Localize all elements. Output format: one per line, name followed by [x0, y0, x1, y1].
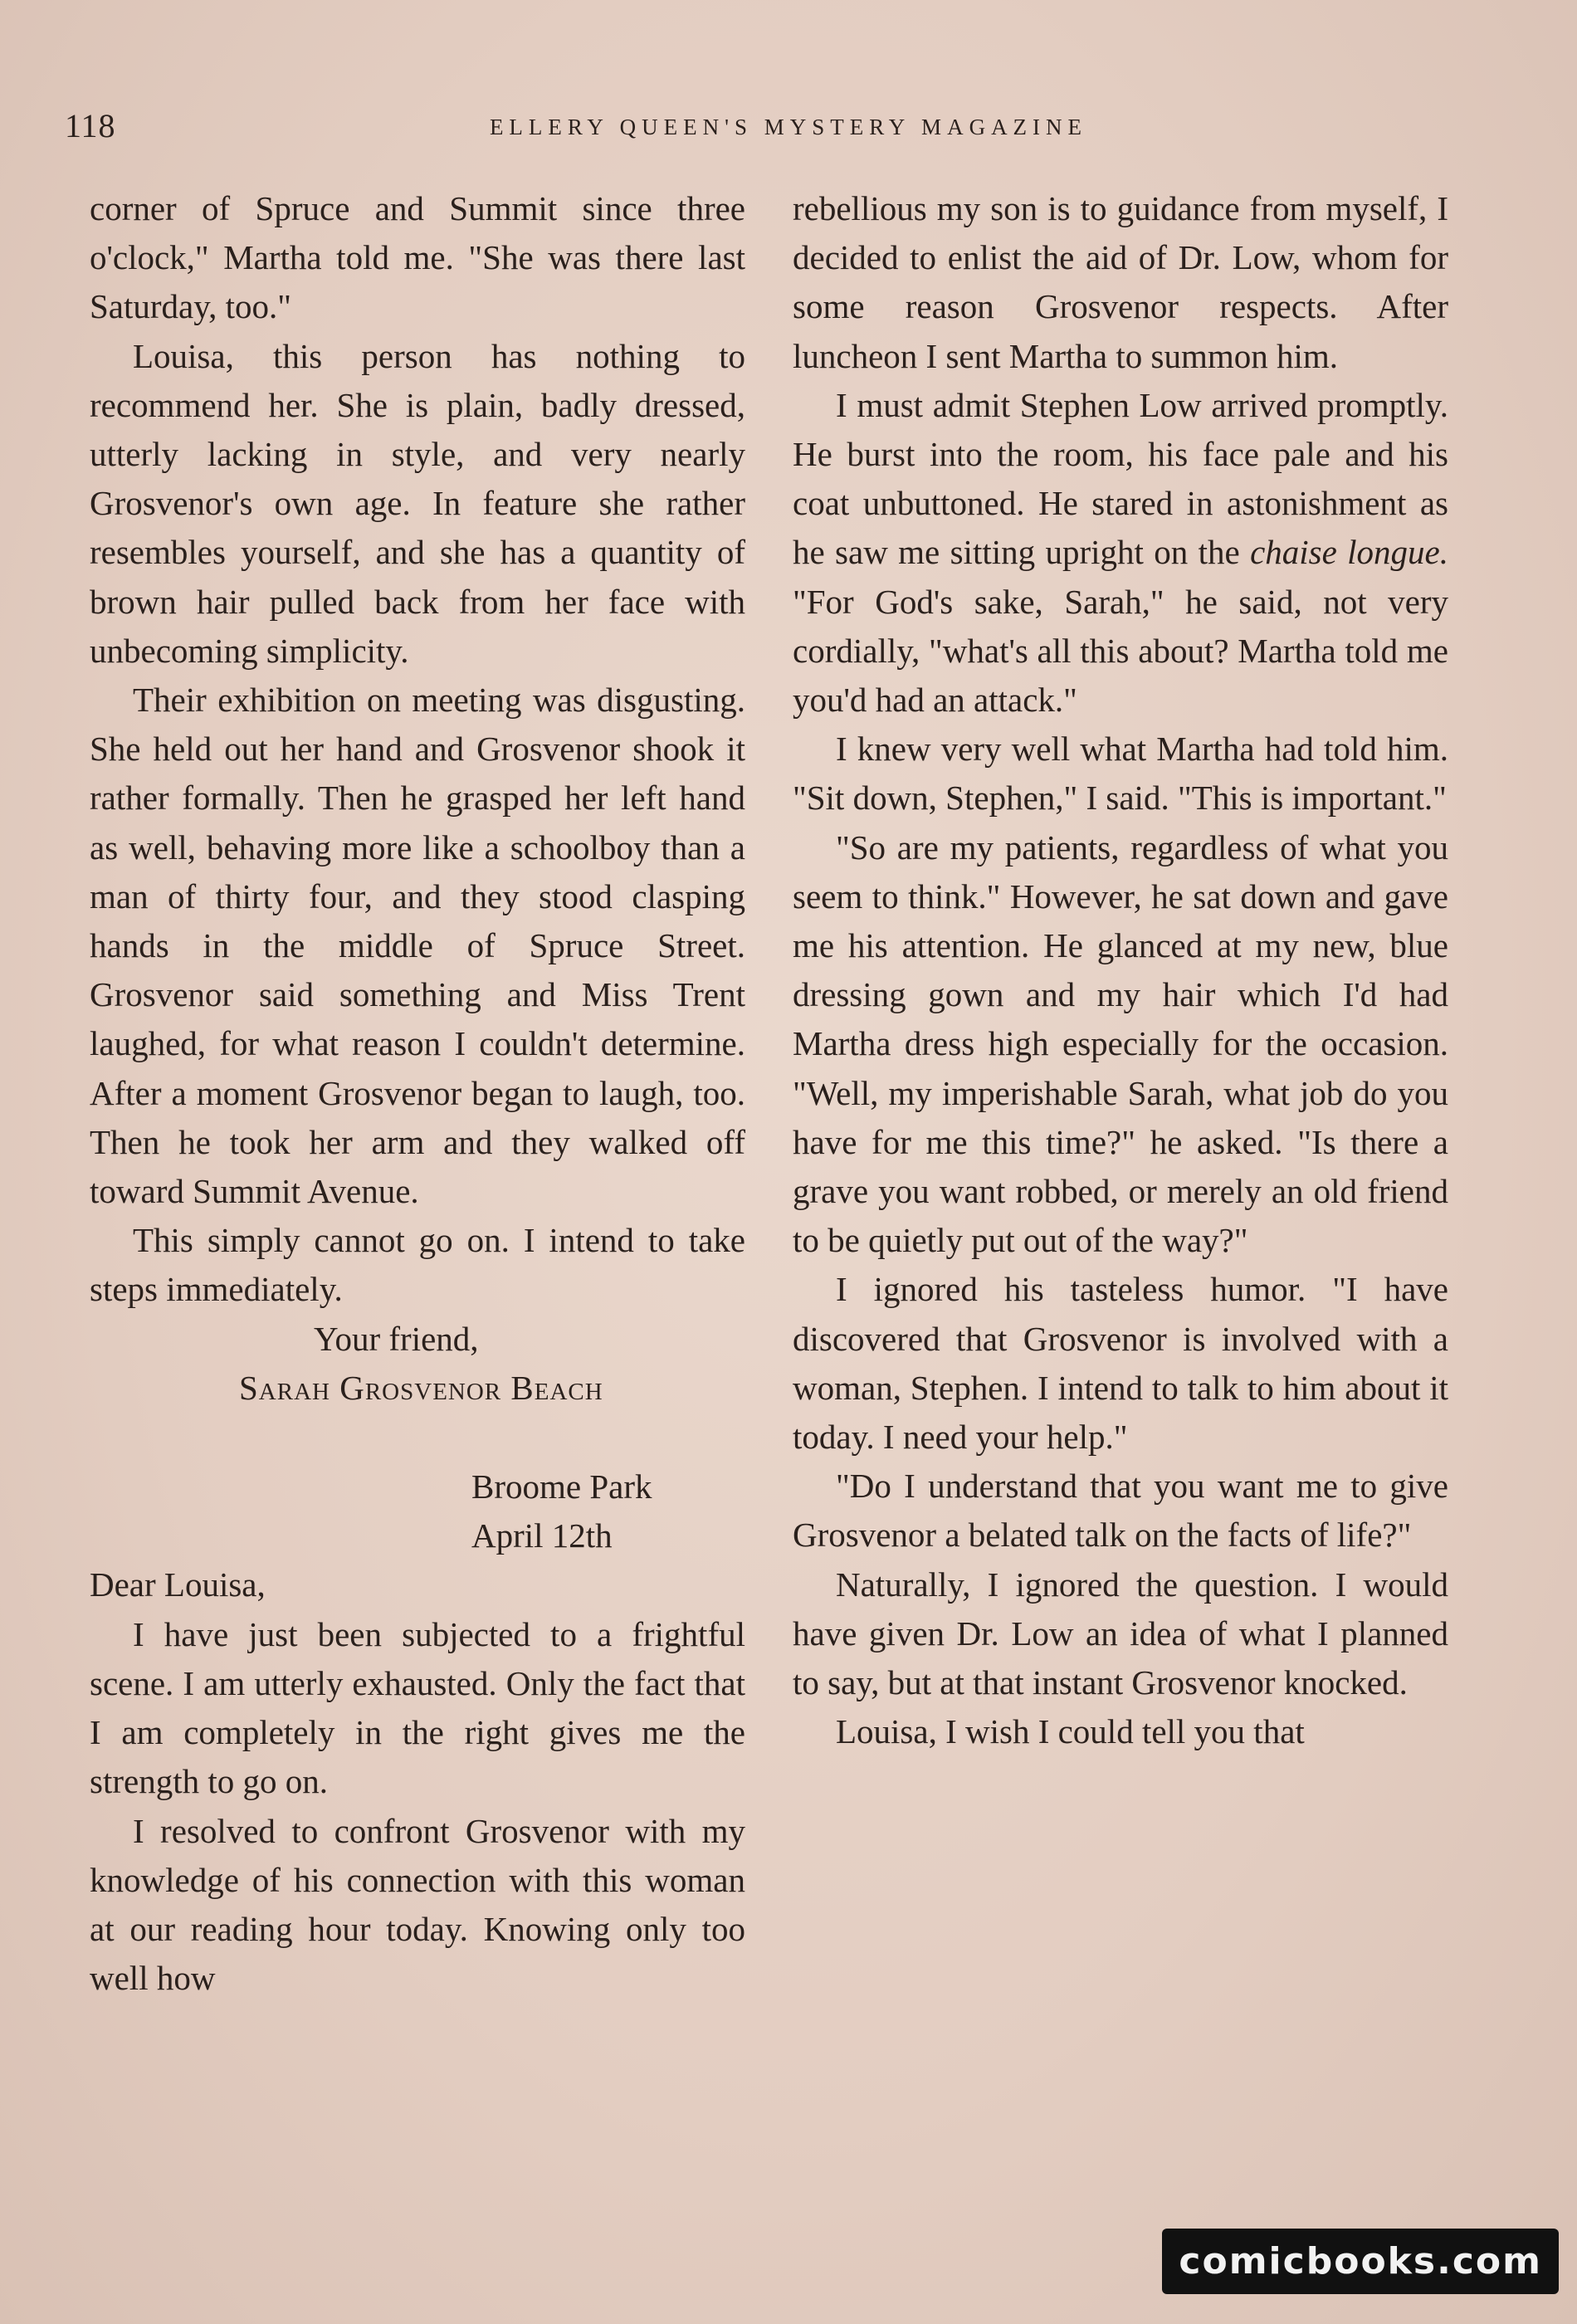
paragraph: Louisa, I wish I could tell you that: [836, 1712, 1305, 1751]
left-column: [90, 184, 745, 2003]
letter-place: Broome Park: [471, 1467, 652, 1506]
paragraph: Naturally, I ignored the question. I would have given Dr. Low an idea of what I planned to say, but at that instant Grosvenor knocked.: [793, 1565, 1448, 1702]
paragraph: rebellious my son is to guidance from myself, I decided to enlist the aid of Dr. Low, whom for some reason Grosvenor respects. After luncheon I sent Martha to summon him.: [793, 189, 1448, 375]
spacer: [90, 1413, 745, 1462]
text-run: I must admit Stephen Low arrived promptly. He burst into the room, his face pale and his coat unbuttoned. He stared in astonishment as he saw me sitting upright on the: [793, 385, 1448, 572]
letter-signature: Sarah Grosvenor Beach: [239, 1368, 603, 1407]
paragraph: "Do I understand that you want me to give Grosvenor a belated talk on the facts of life?": [793, 1467, 1448, 1555]
paragraph: I resolved to confront Grosvenor with my knowledge of his connection with this woman at our reading hour today. Knowing only too well how: [90, 1811, 745, 1998]
letter-date: April 12th: [471, 1516, 613, 1555]
italic-phrase: chaise longue.: [1250, 533, 1448, 572]
paragraph: I knew very well what Martha had told him. "Sit down, Stephen," I said. "This is important.": [793, 730, 1448, 818]
right-column: [793, 184, 1448, 1757]
paragraph: I ignored his tasteless humor. "I have discovered that Grosvenor is involved with a woman, Stephen. I intend to talk to him about it today. I need your help.": [793, 1270, 1448, 1457]
page-number: 118: [65, 107, 116, 144]
letter-salutation: Dear Louisa,: [90, 1565, 266, 1604]
paragraph: "So are my patients, regardless of what you seem to think." However, he sat down and gave me his attention. He glanced at my new, blue dressing gown and my hair which I'd had Martha dress high especially for the occasion. "Well, my imperishable Sarah, what job do you have for me this time?" he asked. "Is there a grave you want robbed, or merely an old friend to be quietly put out of the way?": [793, 828, 1448, 1260]
watermark-logo: comicbooks.com: [1162, 2229, 1559, 2294]
paragraph: [793, 381, 1448, 725]
paragraph: Their exhibition on meeting was disgusting. She held out her hand and Grosvenor shook it rather formally. Then he grasped her left hand as well, behaving more like a schoolboy than a man of thirty four, and they stood clasping hands in the middle of Spruce Street. Grosvenor said something and Miss Trent laughed, for what reason I couldn't determine. After a moment Grosvenor began to laugh, too. Then he took her arm and they walked off toward Summit Avenue.: [90, 681, 745, 1211]
paragraph: This simply cannot go on. I intend to take steps immediately.: [90, 1221, 745, 1309]
letter-closing: Your friend,: [314, 1319, 479, 1358]
running-head: ELLERY QUEEN'S MYSTERY MAGAZINE: [489, 115, 1088, 139]
paragraph: corner of Spruce and Summit since three o'clock," Martha told me. "She was there last Saturday, too.": [90, 189, 745, 326]
paragraph: I have just been subjected to a frightful scene. I am utterly exhausted. Only the fact that I am completely in the right gives me the strength to go on.: [90, 1614, 745, 1801]
paragraph: Louisa, this person has nothing to recommend her. She is plain, badly dressed, utterly lacking in style, and very nearly Grosvenor's own age. In feature she rather resembles yourself, and she has a quantity of brown hair pulled back from her face with unbecoming simplicity.: [90, 336, 745, 670]
text-run: "For God's sake, Sarah," he said, not very cordially, "what's all this about? Martha told me you'd had an attack.": [793, 582, 1448, 720]
